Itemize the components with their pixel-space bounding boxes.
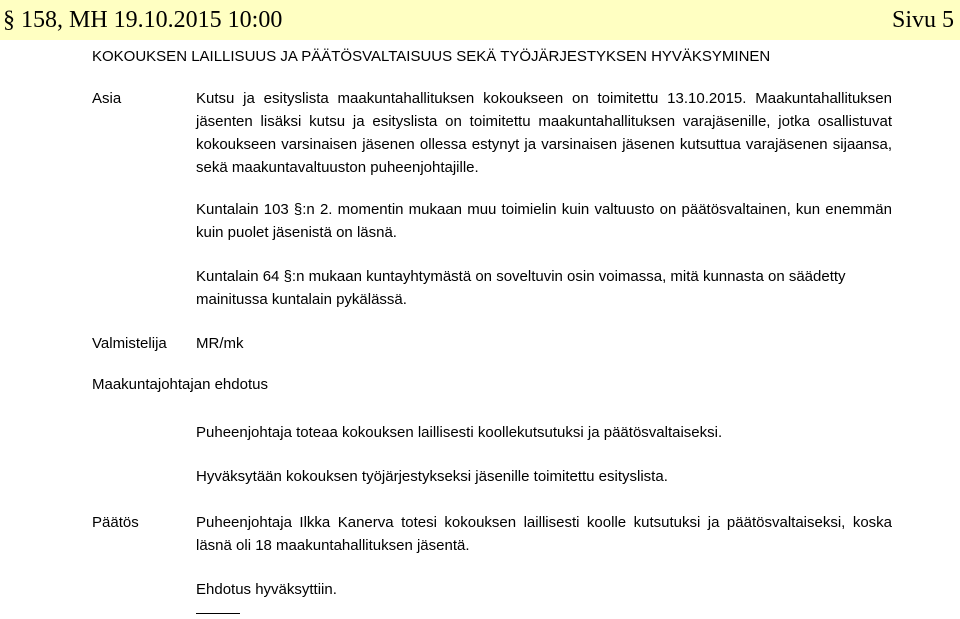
asia-paragraph-2: Kuntalain 103 §:n 2. momentin mukaan muu toimielin kuin valtuusto on päätösvaltainen, kun enemmän kuin puolet jäsenistä on läsnä.	[196, 201, 892, 241]
label-paatos: Päätös	[92, 514, 139, 531]
label-valmistelija: Valmistelija	[92, 335, 167, 352]
document-title: KOKOUKSEN LAILLISUUS JA PÄÄTÖSVALTAISUUS SEKÄ TYÖJÄRJESTYKSEN HYVÄKSYMINEN	[92, 48, 771, 65]
asia-paragraph-1: Kutsu ja esityslista maakuntahallituksen kokoukseen on toimitettu 13.10.2015. Maakuntahallituksen jäsenten lisäksi kutsu ja esityslista on toimitettu maakuntahallituksen varajäsenille, jotka osallistuvat kokoukseen varsinaisen jäsenen ollessa estynyt ja varsinaisen jäsenen kutsuttua varajäsenen sijaansa, sekä maakuntavaltuuston puheenjohtajille.	[196, 90, 892, 176]
page-header-band	[0, 0, 960, 40]
page-number: Sivu 5	[891, 7, 954, 33]
paatos-paragraph-1: Puheenjohtaja Ilkka Kanerva totesi kokouksen laillisesti koolle kutsutuksi ja päätösvaltaiseksi, koska läsnä oli 18 maakuntahallituksen jäsentä.	[196, 514, 892, 554]
valmistelija-value: MR/mk	[196, 335, 244, 352]
ehdotus-paragraph-1: Puheenjohtaja toteaa kokouksen laillisesti koollekutsutuksi ja päätösvaltaiseksi.	[196, 424, 723, 441]
ehdotus-paragraph-2: Hyväksytään kokouksen työjärjestykseksi jäsenille toimitettu esityslista.	[196, 468, 668, 485]
section-reference: § 158, MH 19.10.2015 10:00	[3, 7, 283, 33]
paatos-paragraph-2: Ehdotus hyväksyttiin.	[196, 581, 337, 598]
label-maakuntajohtajan-ehdotus: Maakuntajohtajan ehdotus	[92, 376, 268, 393]
signature-line	[196, 613, 240, 614]
label-asia: Asia	[92, 90, 122, 107]
asia-paragraph-3: Kuntalain 64 §:n mukaan kuntayhtymästä on soveltuvin osin voimassa, mitä kunnasta on säädetty mainitussa kuntalain pykälässä.	[196, 268, 846, 308]
